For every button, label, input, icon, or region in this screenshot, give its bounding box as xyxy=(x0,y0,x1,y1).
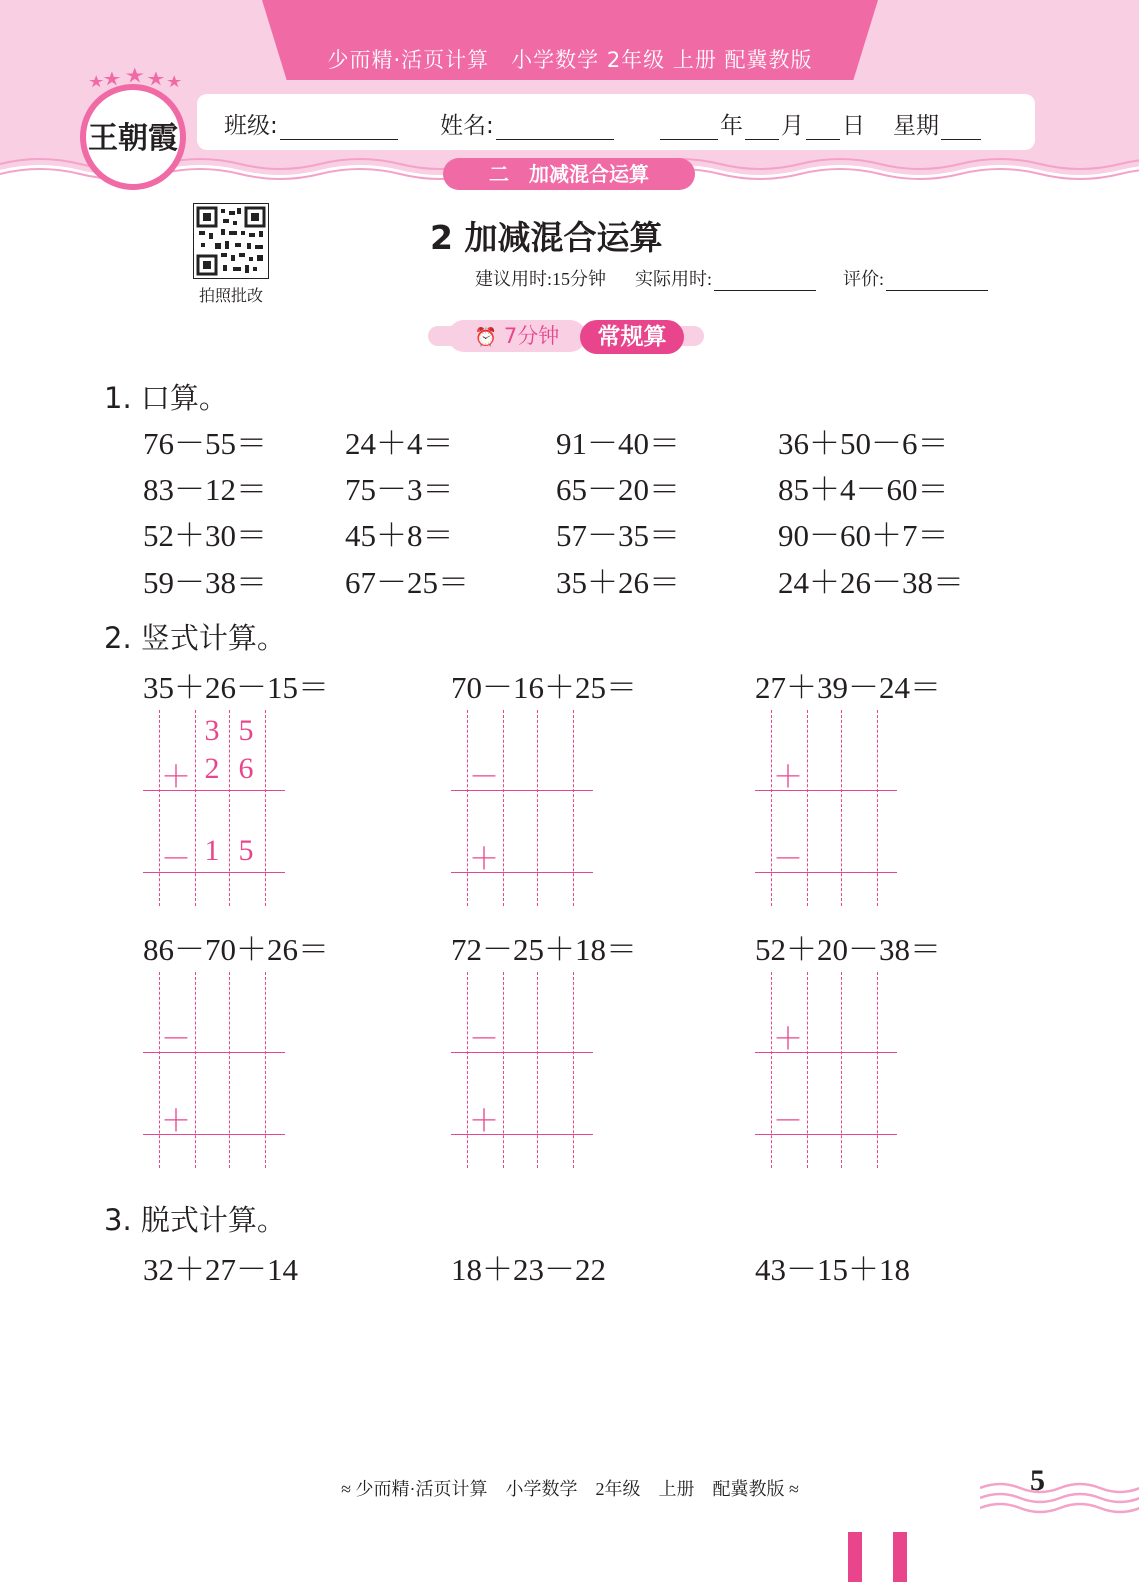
q3-expr: 43－15＋18 xyxy=(755,1252,910,1287)
header-title: 少而精·活页计算 小学数学 2年级 上册 配冀教版 xyxy=(327,48,813,72)
q1-title: 1. 口算。 xyxy=(104,381,228,415)
grid-cell[interactable]: 6 xyxy=(238,752,254,785)
grid-column-line xyxy=(265,710,266,906)
grid-cell[interactable]: ＋ xyxy=(469,1105,499,1138)
evaluation-blank[interactable] xyxy=(886,272,988,291)
grid-cell[interactable]: ＋ xyxy=(161,761,191,794)
vertical-calc-grid[interactable] xyxy=(451,710,593,910)
edge-tab-mark xyxy=(893,1532,907,1582)
q3-expr: 32＋27－14 xyxy=(143,1252,298,1287)
grid-cell[interactable]: － xyxy=(469,761,499,794)
page-number: 5 xyxy=(1030,1464,1045,1497)
timer-tag: 常规算 xyxy=(580,320,684,354)
grid-cell[interactable]: 1 xyxy=(204,834,220,867)
grid-cell[interactable]: ＋ xyxy=(773,761,803,794)
class-label: 班级: xyxy=(224,113,278,139)
q1-expr: 83－12＝ xyxy=(143,472,267,507)
q1-expr: 45＋8＝ xyxy=(345,518,454,553)
grid-column-line xyxy=(877,972,878,1168)
vertical-calc-grid[interactable] xyxy=(755,972,897,1172)
q2-expr: 52＋20－38＝ xyxy=(755,932,941,967)
grid-cell[interactable]: 2 xyxy=(204,752,220,785)
grid-column-line xyxy=(229,972,230,1168)
weekday-label: 星期 xyxy=(893,113,939,139)
q2-expr: 86－70＋26＝ xyxy=(143,932,329,967)
clock-icon: ⏰ xyxy=(474,327,498,348)
q3-expr: 18＋23－22 xyxy=(451,1252,606,1287)
q2-expr: 70－16＋25＝ xyxy=(451,670,637,705)
grid-column-line xyxy=(537,710,538,906)
date-field[interactable] xyxy=(658,107,983,140)
grid-column-line xyxy=(841,972,842,1168)
q1-expr: 24＋26－38＝ xyxy=(778,565,964,600)
grid-cell[interactable]: ＋ xyxy=(773,1023,803,1056)
q1-expr: 75－3＝ xyxy=(345,472,454,507)
suggested-time: 建议用时:15分钟 xyxy=(475,269,607,289)
q3-title: 3. 脱式计算。 xyxy=(104,1203,286,1237)
grid-column-line xyxy=(807,710,808,906)
grid-column-line xyxy=(195,972,196,1168)
grid-cell[interactable]: － xyxy=(773,843,803,876)
year-blank[interactable] xyxy=(660,117,718,140)
time-info xyxy=(475,265,990,291)
actual-time-blank[interactable] xyxy=(714,272,816,291)
q1-expr: 35＋26＝ xyxy=(556,565,680,600)
timer-duration: 7分钟 xyxy=(503,324,560,348)
q1-expr: 57－35＝ xyxy=(556,518,680,553)
name-label: 姓名: xyxy=(440,113,494,139)
footer-text: ≈ 少而精·活页计算 小学数学 2年级 上册 配冀教版 ≈ xyxy=(341,1479,799,1499)
grid-column-line xyxy=(537,972,538,1168)
grid-cell[interactable]: － xyxy=(773,1105,803,1138)
grid-cell[interactable]: － xyxy=(161,1023,191,1056)
name-blank[interactable] xyxy=(496,117,614,140)
grid-column-line xyxy=(503,710,504,906)
vertical-calc-grid[interactable] xyxy=(755,710,897,910)
q2-expr: 35＋26－15＝ xyxy=(143,670,329,705)
grid-cell[interactable]: 5 xyxy=(238,834,254,867)
grid-column-line xyxy=(841,710,842,906)
qr-label: 拍照批改 xyxy=(198,286,263,305)
grid-cell[interactable]: － xyxy=(161,843,191,876)
q2-expr: 27＋39－24＝ xyxy=(755,670,941,705)
grid-column-line xyxy=(573,710,574,906)
grid-cell[interactable]: － xyxy=(469,1023,499,1056)
grid-cell[interactable]: ＋ xyxy=(469,843,499,876)
vertical-calc-grid[interactable] xyxy=(143,710,285,910)
grid-column-line xyxy=(807,972,808,1168)
timer-pill xyxy=(448,320,586,352)
q1-expr: 76－55＝ xyxy=(143,426,267,461)
q2-title: 2. 竖式计算。 xyxy=(104,621,286,655)
month-blank[interactable] xyxy=(745,117,779,140)
q1-expr: 24＋4＝ xyxy=(345,426,454,461)
grid-column-line xyxy=(503,972,504,1168)
footer-wave-decoration xyxy=(980,1478,1139,1514)
vertical-calc-grid[interactable] xyxy=(451,972,593,1172)
evaluation-label: 评价: xyxy=(843,269,885,289)
edge-tab-mark xyxy=(848,1532,862,1582)
month-label: 月 xyxy=(781,113,804,139)
q1-expr: 91－40＝ xyxy=(556,426,680,461)
name-field[interactable] xyxy=(440,107,616,140)
q1-expr: 52＋30＝ xyxy=(143,518,267,553)
actual-time-label: 实际用时: xyxy=(635,269,713,289)
q1-expr: 65－20＝ xyxy=(556,472,680,507)
grid-cell[interactable]: 3 xyxy=(204,714,220,747)
q1-expr: 85＋4－60＝ xyxy=(778,472,949,507)
class-blank[interactable] xyxy=(280,117,398,140)
lesson-title: 2 加减混合运算 xyxy=(430,218,663,257)
grid-column-line xyxy=(877,710,878,906)
year-label: 年 xyxy=(720,113,743,139)
q2-expr: 72－25＋18＝ xyxy=(451,932,637,967)
day-label: 日 xyxy=(842,113,865,139)
qr-code-icon[interactable] xyxy=(193,203,269,279)
q1-expr: 67－25＝ xyxy=(345,565,469,600)
grid-column-line xyxy=(573,972,574,1168)
weekday-blank[interactable] xyxy=(941,117,981,140)
grid-column-line xyxy=(265,972,266,1168)
q1-expr: 36＋50－6＝ xyxy=(778,426,949,461)
logo-stars-icon xyxy=(86,68,182,98)
section-label: 二 加减混合运算 xyxy=(443,158,695,190)
vertical-calc-grid[interactable] xyxy=(143,972,285,1172)
grid-cell[interactable]: 5 xyxy=(238,714,254,747)
logo-text: 王朝霞 xyxy=(88,122,178,155)
class-field[interactable] xyxy=(224,107,400,140)
day-blank[interactable] xyxy=(806,117,840,140)
q1-expr: 59－38＝ xyxy=(143,565,267,600)
grid-cell[interactable]: ＋ xyxy=(161,1105,191,1138)
q1-expr: 90－60＋7＝ xyxy=(778,518,949,553)
